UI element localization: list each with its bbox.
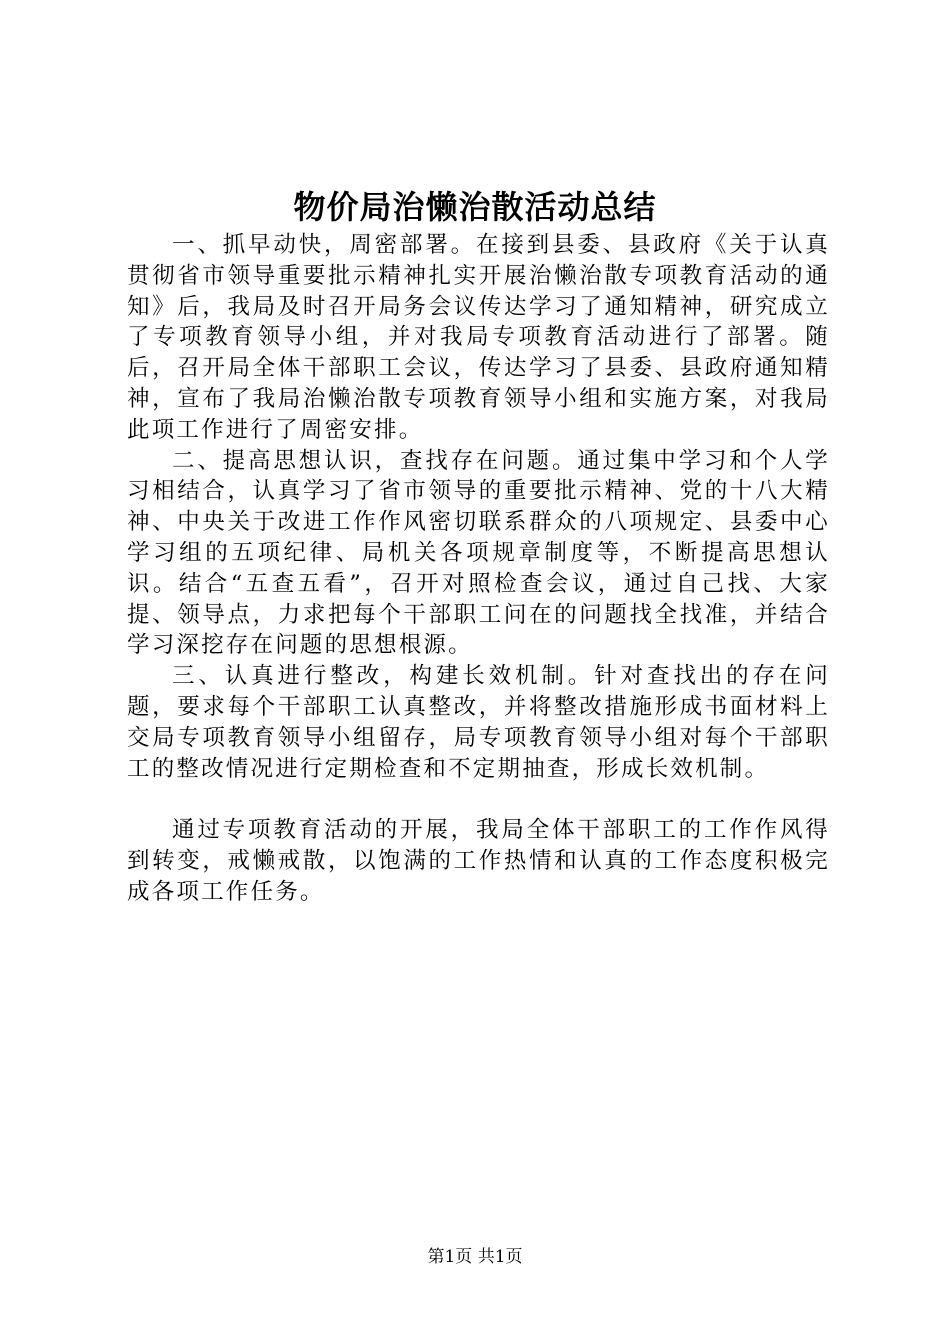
paragraph-section-1: 一、抓早动快，周密部署。在接到县委、县政府《关于认真贯彻省市领导重要批示精神扎实开展治懒治散专项教育活动的通知》后，我局及时召开局务会议传达学习了通知精神，研究成立了专项教育领导小组，并对我局专项教育活动进行了部署。随后，召开局全体干部职工会议，传达学习了县委、县政府通知精神，宣布了我局治懒治散专项教育领导小组和实施方案，对我局此项工作进行了周密安排。 bbox=[127, 232, 830, 443]
paragraph-conclusion: 通过专项教育活动的开展，我局全体干部职工的工作作风得到转变，戒懒戒散，以饱满的工作热情和认真的工作态度积极完成各项工作任务。 bbox=[127, 817, 830, 905]
paragraph-section-2: 二、提高思想认识，查找存在问题。通过集中学习和个人学习相结合，认真学习了省市领导的重要批示精神、党的十八大精神、中央关于改进工作作风密切联系群众的八项规定、县委中心学习组的五项纪律、局机关各项规章制度等，不断提高思想认识。结合“五查五看”，召开对照检查会议，通过自己找、大家提、领导点，力求把每个干部职工问在的问题找全找准，并结合学习深挖存在问题的思想根源。 bbox=[127, 447, 830, 659]
document-title: 物价局治懒治散活动总结 bbox=[293, 188, 657, 226]
page-footer: 第1页 共1页 bbox=[427, 1247, 523, 1267]
document-body bbox=[127, 230, 830, 908]
paragraph-section-3: 三、认真进行整改，构建长效机制。针对查找出的存在问题，要求每个干部职工认真整改，并将整改措施形成书面材料上交局专项教育领导小组留存，局专项教育领导小组对每个干部职工的整改情况进行定期检查和不定期抽查，形成长效机制。 bbox=[127, 663, 830, 782]
